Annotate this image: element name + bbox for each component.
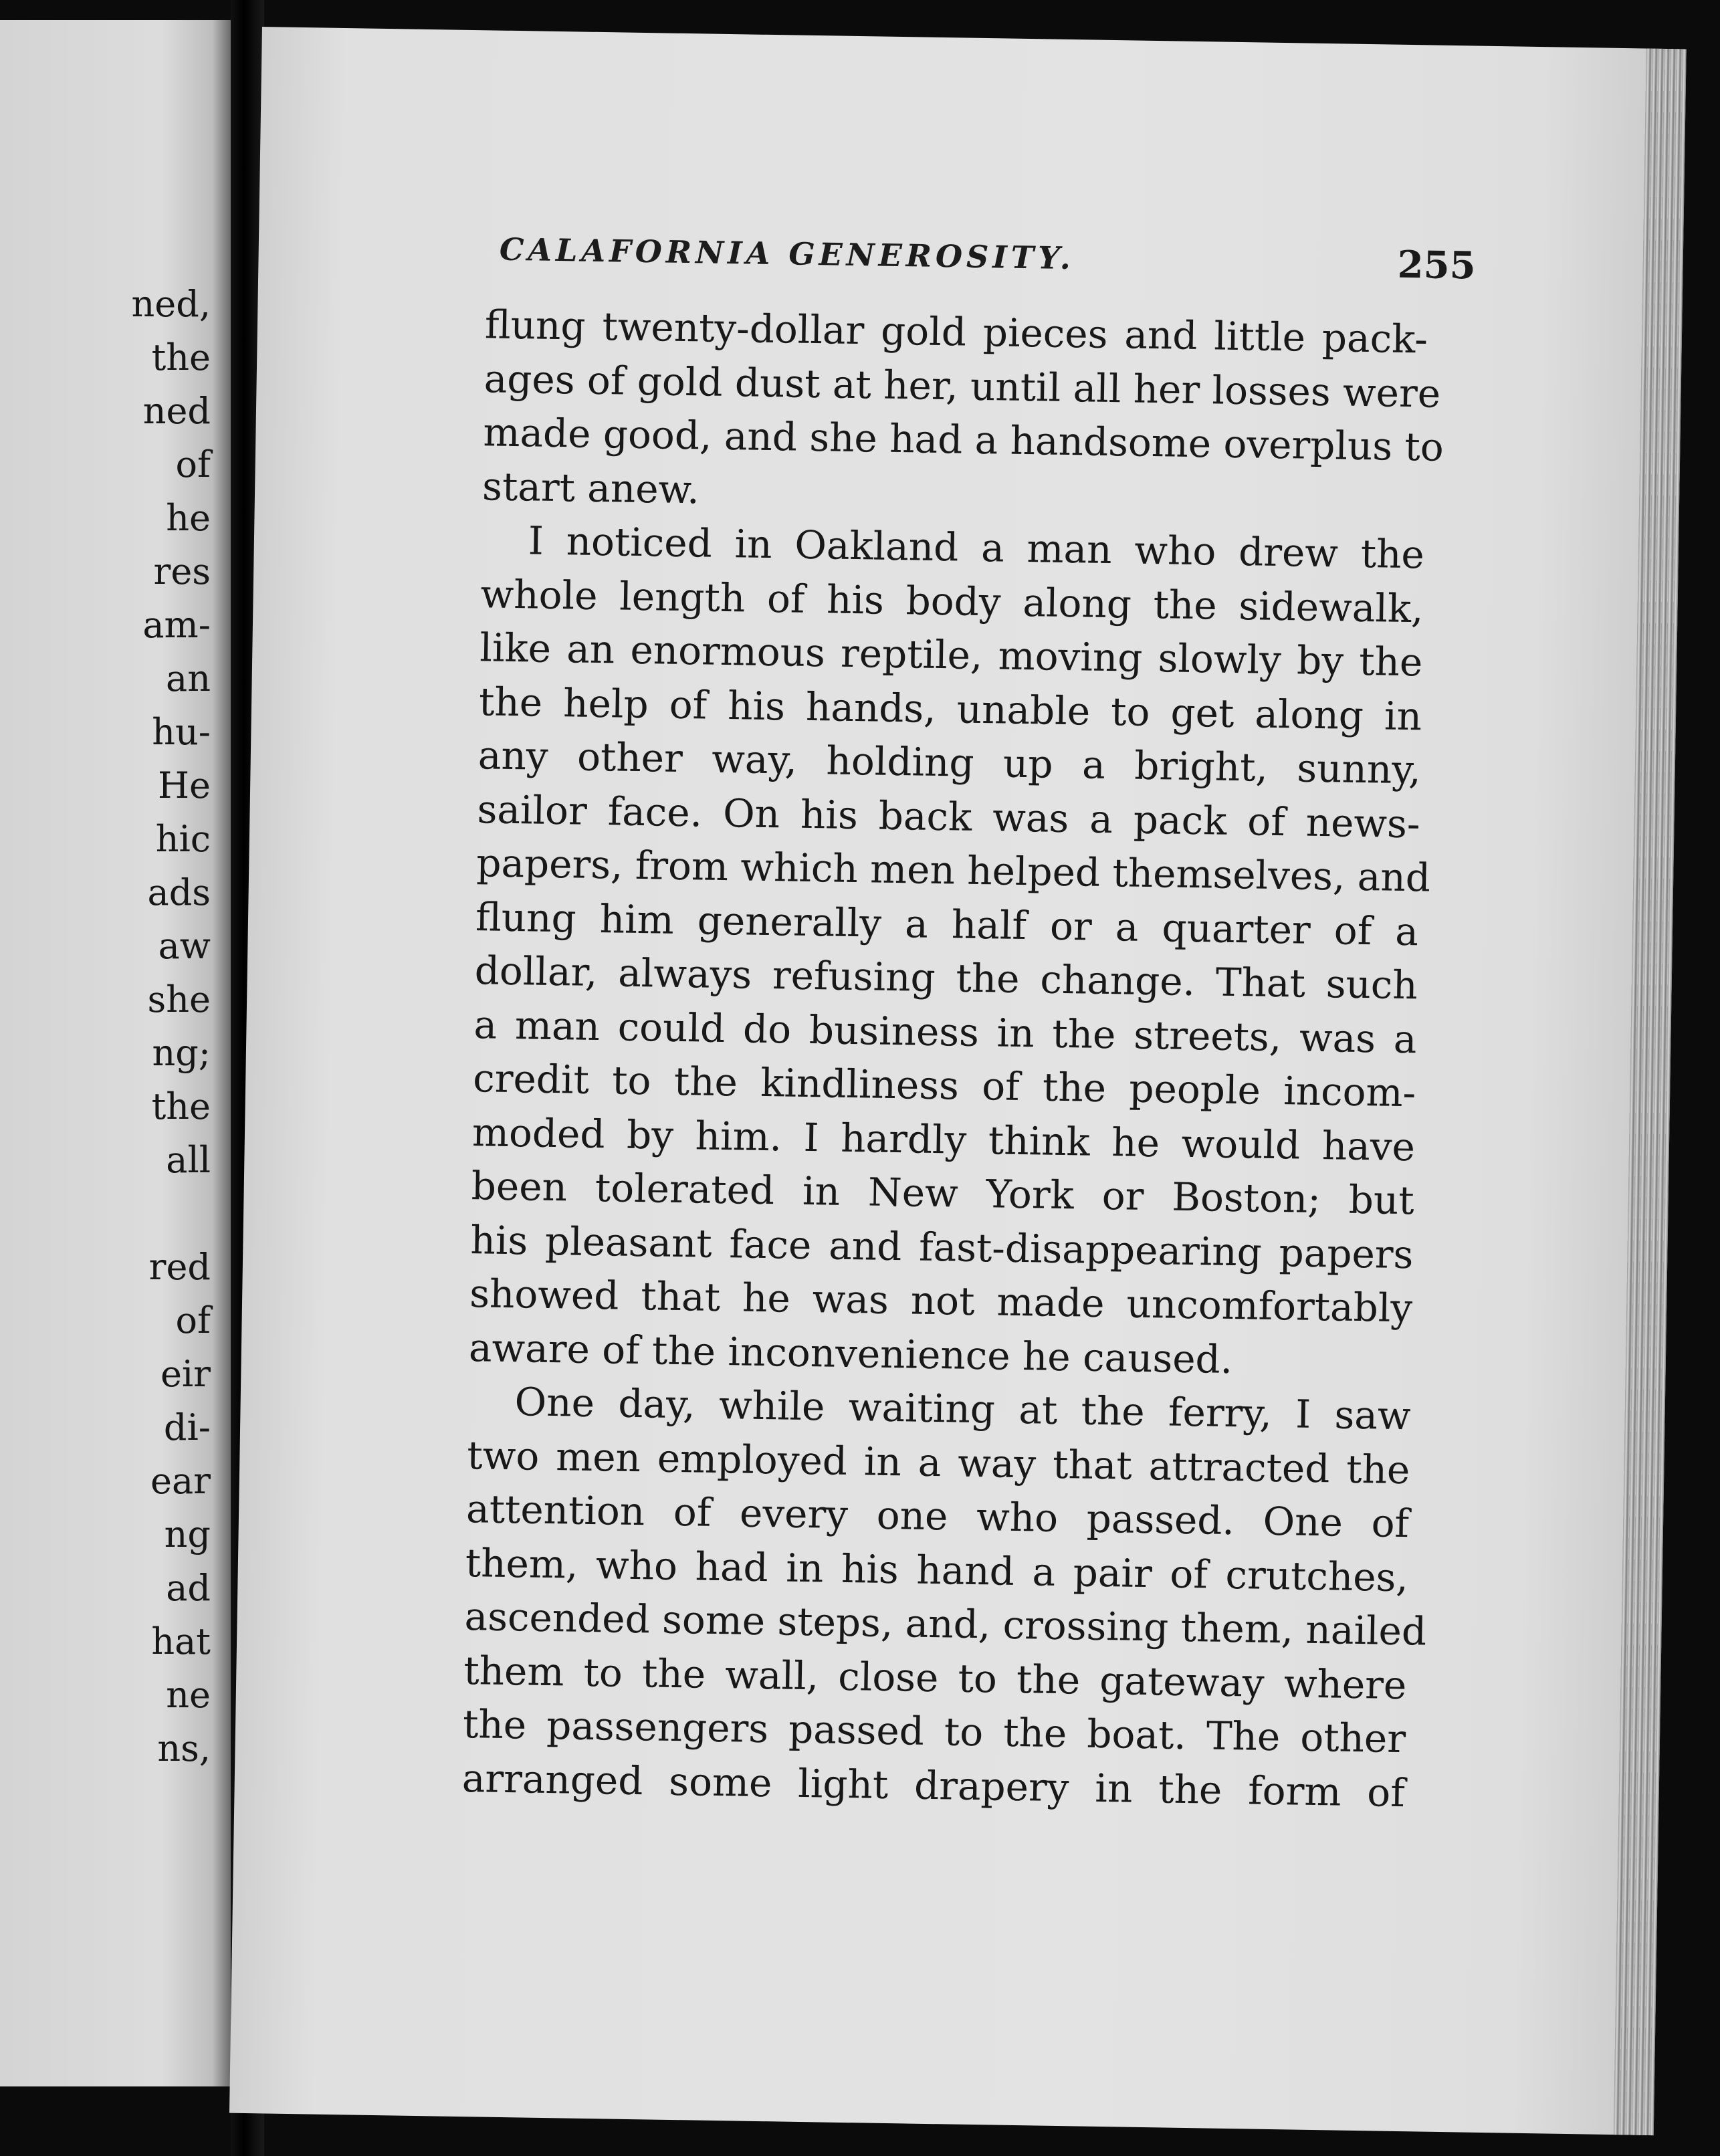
text-line: any other way, holding up a bright, sunny, bbox=[477, 732, 1422, 793]
running-head bbox=[499, 231, 1476, 300]
text-line: ascended some steps, and, crossing them, nailed bbox=[464, 1594, 1427, 1654]
text-line: aware of the inconvenience he caused. bbox=[468, 1324, 1233, 1382]
left-page-fragment: He bbox=[157, 764, 211, 806]
left-page-fragment: an bbox=[166, 657, 211, 699]
left-page-fragment: he bbox=[166, 497, 211, 539]
left-page-fragment: ad bbox=[166, 1567, 211, 1609]
text-line: One day, while waiting at the ferry, I saw bbox=[514, 1379, 1412, 1439]
text-line: his pleasant face and fast-disappearing papers bbox=[470, 1216, 1414, 1277]
left-page-fragment: aw bbox=[158, 925, 211, 967]
text-line: moded by him. I hardly think he would have bbox=[471, 1109, 1416, 1170]
text-line: dollar, always refusing the change. That such bbox=[474, 948, 1418, 1008]
left-page-fragment: res bbox=[153, 550, 211, 592]
body-text bbox=[461, 298, 1444, 1820]
left-page-fragment: ads bbox=[147, 871, 211, 913]
text-line: ages of gold dust at her, until all her losses were bbox=[483, 355, 1441, 417]
page-edges bbox=[1614, 49, 1687, 2136]
left-page-fragment: hic bbox=[155, 818, 211, 860]
text-line: them to the wall, close to the gateway where bbox=[463, 1647, 1407, 1708]
text-line: attention of every one who passed. One of bbox=[465, 1486, 1410, 1547]
left-page-fragment: ned bbox=[142, 390, 211, 432]
right-page bbox=[229, 27, 1687, 2135]
left-page-fragment: ns, bbox=[157, 1727, 211, 1769]
left-page-fragment: hat bbox=[151, 1620, 211, 1662]
text-line: made good, and she had a handsome overplus to bbox=[482, 409, 1444, 470]
left-page-fragment: the bbox=[151, 336, 211, 379]
left-page-fragment: of bbox=[175, 443, 211, 486]
text-line: them, who had in his hand a pair of crutches, bbox=[465, 1539, 1409, 1600]
text-line: showed that he was not made uncomfortably bbox=[469, 1271, 1413, 1331]
text-line: I noticed in Oakland a man who drew the bbox=[528, 518, 1425, 578]
left-page-fragment: ng; bbox=[152, 1032, 211, 1074]
left-page-fragment: am- bbox=[142, 604, 211, 646]
page-number: 255 bbox=[1397, 242, 1477, 288]
left-page-fragment: ear bbox=[150, 1460, 211, 1502]
left-page-fragment: all bbox=[166, 1139, 211, 1181]
left-page-fragment: ne bbox=[166, 1674, 211, 1716]
text-line: sailor face. On his back was a pack of news- bbox=[477, 786, 1421, 847]
text-line: whole length of his body along the sidewalk, bbox=[480, 570, 1424, 631]
text-line: like an enormous reptile, moving slowly by the bbox=[479, 625, 1423, 685]
text-line: two men employed in a way that attracted the bbox=[466, 1432, 1410, 1493]
left-page-fragment: she bbox=[147, 978, 211, 1020]
left-page-fragment: eir bbox=[160, 1353, 211, 1395]
left-facing-page bbox=[0, 20, 231, 2086]
left-page-fragment: hu- bbox=[152, 711, 211, 753]
text-line: start anew. bbox=[481, 463, 700, 512]
left-page-fragment: of bbox=[175, 1299, 211, 1341]
left-page-fragment: ned, bbox=[131, 283, 211, 325]
left-page-fragment: the bbox=[151, 1085, 211, 1127]
chapter-title: CALAFORNIA GENEROSITY. bbox=[499, 231, 1075, 277]
text-line: arranged some light drapery in the form of bbox=[461, 1755, 1406, 1816]
text-line: credit to the kindliness of the people incom- bbox=[472, 1055, 1416, 1116]
text-line: been tolerated in New York or Boston; but bbox=[471, 1163, 1415, 1224]
left-page-fragment: red bbox=[148, 1246, 211, 1288]
text-line: a man could do business in the streets, was a bbox=[473, 1001, 1417, 1062]
left-page-fragment: ng bbox=[164, 1513, 211, 1555]
text-line: the passengers passed to the boat. The other bbox=[462, 1701, 1406, 1762]
left-page-fragment: di- bbox=[163, 1406, 211, 1448]
text-line: flung twenty-dollar gold pieces and little pack- bbox=[484, 302, 1428, 362]
text-line: the help of his hands, unable to get along in bbox=[478, 678, 1422, 739]
text-line: flung him generally a half or a quarter of a bbox=[475, 893, 1419, 954]
text-line: papers, from which men helped themselves, and bbox=[475, 840, 1431, 901]
